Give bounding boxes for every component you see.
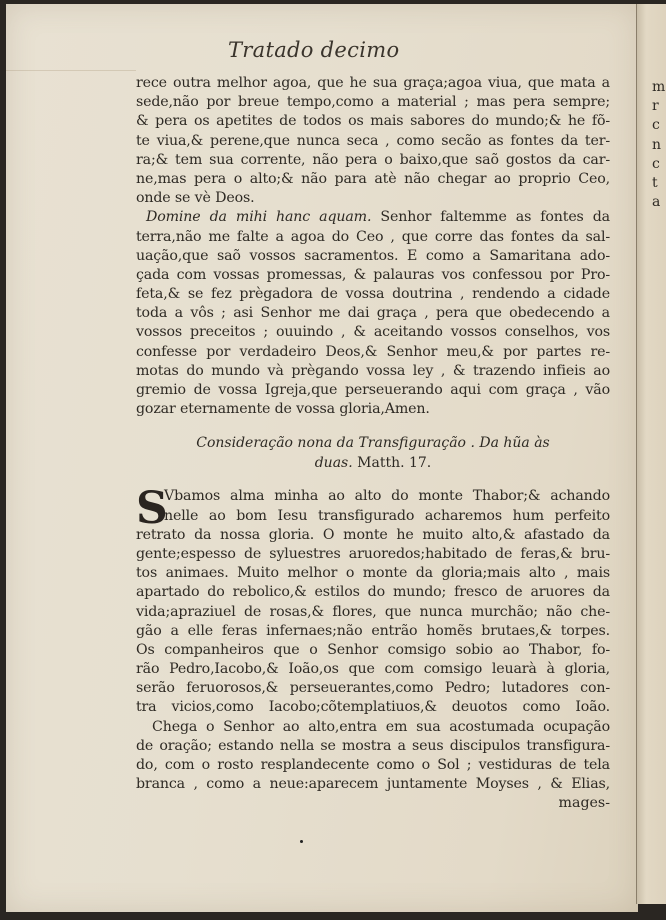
text-line: Os companheiros que o Senhor comsigo sobio ao Thabor, fo- — [136, 641, 610, 658]
heading-line-1: Consideração nona da Transfiguração . Da hũa às — [196, 435, 550, 452]
facing-char: c — [652, 117, 660, 134]
page-text — [136, 30, 610, 814]
paragraph-2 — [136, 208, 610, 419]
text-line: serão feruorosos,& perseuerantes,como Pedro; lutadores con- — [136, 680, 610, 697]
facing-page-text — [652, 78, 665, 212]
text-line: rece outra melhor agoa, que he sua graça;agoa viua, que mata a — [136, 75, 610, 91]
text-line: uação,que saõ vossos sacramentos. E como a Samaritana ado- — [136, 247, 610, 264]
text-line: feta,& se fez prègadora de vossa doutrina , rendendo a cidade — [136, 286, 610, 303]
text-line — [136, 208, 610, 227]
text-line: gão a elle feras infernaes;não entrão homẽs brutaes,& torpes. — [136, 622, 610, 639]
text-line: vossos preceitos ; ouuindo , & aceitando vossos conselhos, vos — [136, 324, 610, 341]
text-line: ne,mas pera o alto;& não para atè não chegar ao proprio Ceo, — [136, 170, 610, 187]
facing-char: a — [652, 194, 661, 211]
text-line: confesse por verdadeiro Deos,& Senhor meu,& por partes re- — [136, 343, 610, 360]
ink-spot — [300, 840, 303, 843]
paragraph-1 — [136, 74, 610, 208]
text-line: ra;& tem sua corrente, não pera o baixo,que saõ gostos da car- — [136, 151, 610, 168]
text-line: tos animaes. Muito melhor o monte da gloria;mais alto , mais — [136, 565, 610, 582]
text-line: sede,não por breue tempo,como a material ; mas pera sempre; — [136, 94, 610, 111]
text-line: apartado do rebolico,& estilos do mundo; fresco de aruores da — [136, 584, 610, 601]
running-head: Tratado decimo — [228, 38, 400, 62]
text-line: çada com vossas promessas, & palauras vos confessou por Pro- — [136, 266, 610, 283]
text-line: Chega o Senhor ao alto,entra em sua acostumada ocupação — [152, 718, 610, 735]
text-line: toda a vôs ; asi Senhor me dai graça , pera que obedecendo a — [136, 305, 610, 322]
text-line: rão Pedro,Iacobo,& Ioão,os que com comsigo leuarà à gloria, — [136, 661, 610, 678]
heading-citation: Matth. 17. — [352, 455, 432, 472]
text-line: do, com o rosto resplandecente como o Sol ; vestiduras de tela — [136, 757, 610, 773]
text-span: Senhor faltemme as fontes da — [371, 209, 610, 226]
text-line: Vbamos alma minha ao alto do monte Thabor;& achando — [164, 488, 610, 505]
text-line: de oração; estando nella se mostra a seus discipulos transfigura- — [136, 737, 610, 754]
text-line: gozar eternamente de vossa gloria,Amen. — [136, 401, 430, 418]
text-line: gente;espesso de syluestres aruoredos;habitado de feras,& bru- — [136, 545, 610, 562]
text-line: & pera os apetites de todos os mais sabores do mundo;& he fõ- — [136, 113, 610, 130]
paragraph-4 — [136, 718, 610, 795]
catchword: mages- — [558, 795, 610, 812]
text-line: gremio de vossa Igreja,que perseuerando aqui com graça , vão — [136, 382, 610, 398]
facing-char: c — [652, 155, 660, 172]
text-line: terra,não me falte a agoa do Ceo , que corre das fontes da sal- — [136, 228, 610, 245]
text-line: nelle ao bom Iesu transfigurado acharemos hum perfeito — [164, 507, 610, 524]
section-heading — [136, 433, 610, 473]
text-line: tra vicios,como Iacobo;cõtemplatiuos,& deuotos como Ioão. — [136, 699, 610, 716]
facing-char: r — [652, 98, 659, 115]
text-line: onde se vè Deos. — [136, 190, 255, 207]
paragraph-3 — [136, 483, 610, 717]
text-line: retrato da nossa gloria. O monte he muito alto,& afastado da — [136, 526, 610, 543]
latin-quote: Domine da mihi hanc aquam. — [146, 209, 372, 226]
text-line: motas do mundo và prègando vossa ley , & trazendo infieis ao — [136, 362, 610, 379]
heading-italic: duas. — [314, 455, 353, 472]
text-line: branca , como a neue:aparecem juntamente Moyses , & Elias, — [136, 776, 610, 793]
paper-crease — [6, 70, 136, 71]
text-line: vida;apraziuel de rosas,& flores, que nunca murchão; não che- — [136, 603, 610, 620]
facing-char: t — [652, 175, 658, 192]
facing-char: m — [652, 79, 666, 95]
facing-char: n — [652, 136, 662, 153]
drop-cap: S — [136, 483, 168, 535]
text-line: te viua,& perene,que nunca seca , como secão as fontes da ter- — [136, 132, 610, 149]
heading-line-2 — [136, 453, 610, 473]
